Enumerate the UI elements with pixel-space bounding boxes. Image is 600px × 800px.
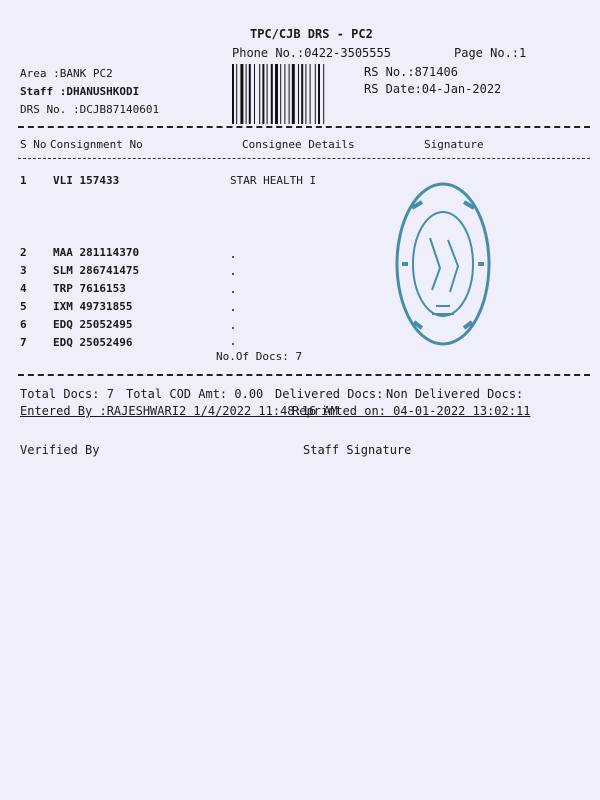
drs-number: DRS No. :DCJB87140601	[20, 103, 160, 116]
row-sno: 7	[20, 336, 27, 349]
area-label: Area :BANK PC2	[20, 67, 113, 80]
row-consignment: EDQ 25052495	[53, 318, 133, 331]
delivered-docs: Delivered Docs:	[275, 387, 384, 401]
entered-by: Entered By :RAJESHWARI2 1/4/2022 11:48:16 AM	[20, 404, 338, 418]
row-consignment: VLI 157433	[53, 174, 120, 187]
no-of-docs: No.Of Docs: 7	[216, 350, 303, 363]
stamp-seal	[392, 178, 494, 350]
row-consignment: TRP 7616153	[53, 282, 126, 295]
staff-label: Staff :DHANUSHKODI	[20, 85, 140, 98]
col-sno: S No	[20, 138, 47, 151]
row-consignee: STAR HEALTH I	[230, 174, 317, 187]
rs-date: RS Date:04-Jan-2022	[364, 82, 502, 96]
col-consignment: Consignment No	[50, 138, 143, 151]
row-consignment: IXM 49731855	[53, 300, 133, 313]
col-signature: Signature	[424, 138, 484, 151]
rs-number: RS No.:871406	[364, 65, 458, 79]
verified-by: Verified By	[20, 443, 100, 457]
staff-signature: Staff Signature	[303, 443, 412, 457]
page-number: Page No.:1	[454, 46, 527, 60]
row-consignment: SLM 286741475	[53, 264, 140, 277]
barcode	[232, 64, 350, 124]
row-consignment: MAA 281114370	[53, 246, 140, 259]
row-sno: 1	[20, 174, 27, 187]
row-sno: 4	[20, 282, 27, 295]
non-delivered-docs: Non Delivered Docs:	[386, 387, 524, 401]
col-consignee: Consignee Details	[242, 138, 355, 151]
row-sno: 2	[20, 246, 27, 259]
total-cod-amount: Total COD Amt: 0.00	[126, 387, 264, 401]
row-consignment: EDQ 25052496	[53, 336, 133, 349]
phone-number: Phone No.:0422-3505555	[232, 46, 391, 60]
total-docs: Total Docs: 7	[20, 387, 114, 401]
document-title: TPC/CJB DRS - PC2	[250, 27, 373, 41]
reprinted-on: Reprinted on: 04-01-2022 13:02:11	[292, 404, 531, 418]
row-sno: 3	[20, 264, 27, 277]
row-sno: 6	[20, 318, 27, 331]
row-sno: 5	[20, 300, 27, 313]
